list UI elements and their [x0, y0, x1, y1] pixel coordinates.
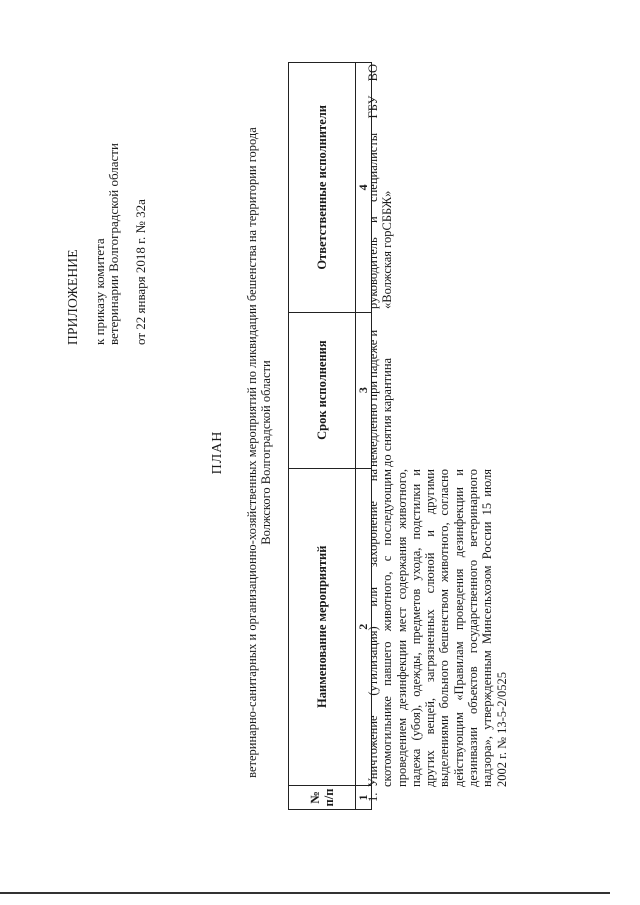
appendix-title: ПРИЛОЖЕНИЕ: [65, 249, 80, 345]
appendix-line-2: ветеринарии Волгоградской области: [106, 143, 121, 345]
column-number-3: 3: [356, 312, 372, 468]
row-1-term: немедленно при падеже и до снятия карантина: [366, 329, 395, 467]
column-number-2: 2: [356, 468, 372, 786]
row-1-number: 1.: [366, 792, 380, 802]
appendix-date: от 22 января 2018 г. № 32а: [133, 199, 148, 345]
appendix-block: [66, 143, 148, 345]
header-num: № п/п: [289, 786, 356, 810]
plan-title: ПЛАН: [210, 430, 225, 475]
header-term: Срок исполнения: [289, 312, 356, 468]
plan-subtitle: [245, 0, 273, 905]
header-responsible: Ответственные исполнители: [289, 63, 356, 313]
plan-table: [288, 62, 372, 810]
table-header-row: [289, 63, 356, 810]
row-1-responsible: руководитель и специалисты ГБУ ВО «Волжская горСББЖ»: [366, 64, 395, 309]
plan-subtitle-line-1: ветеринарно-санитарных и организационно-хозяйственных мероприятий по ликвидации бешенства на территории города: [245, 127, 259, 778]
page-bottom-rule: [0, 892, 610, 894]
column-number-1: 1: [356, 786, 372, 810]
column-number-4: 4: [356, 63, 372, 313]
appendix-line-1: к приказу комитета: [92, 238, 107, 345]
row-1-measure: Уничтожение (утилизация) или захоронение на скотомогильнике павшего животного, с последующим проведением дезинфекции мест содержания животного, падежа (убоя), одежды, предметов ухода, подстилки и других вещей, загрязненных слюной и другими выделениями больного бешенством животного, согласно действующим «Правилам проведения дезинфекции и дезинвазии объектов государственного ветеринарного надзора», утвержденным Минсельхозом России 15 июля 2002 г. № 13-5-2/0525: [366, 469, 509, 787]
plan-subtitle-line-2: Волжского Волгоградской области: [259, 360, 273, 545]
header-measure: Наименование мероприятий: [289, 468, 356, 786]
